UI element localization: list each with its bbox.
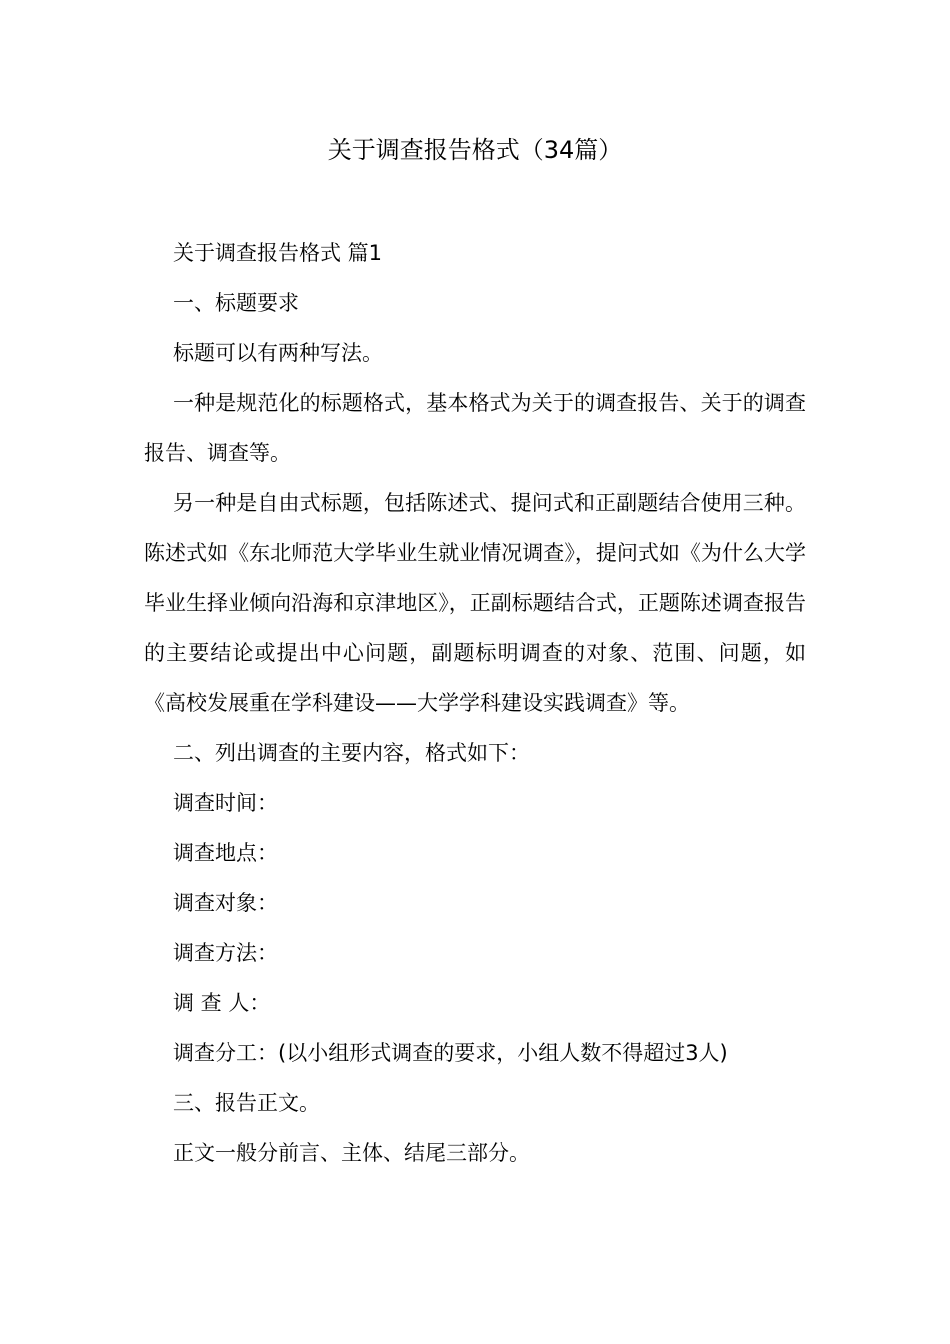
subheading-title-requirements: 一、标题要求 <box>173 291 299 315</box>
document-body <box>144 228 806 1178</box>
form-line-time: 调查时间： <box>173 791 278 815</box>
subheading-report-body: 三、报告正文。 <box>173 1091 320 1115</box>
form-line-subject: 调查对象： <box>173 891 278 915</box>
form-line-division: 调查分工：(以小组形式调查的要求，小组人数不得超过3人) <box>173 1041 728 1065</box>
form-line-location: 调查地点： <box>173 841 278 865</box>
document-title: 关于调查报告格式（34篇） <box>327 136 623 164</box>
form-line-investigator: 调 查 人： <box>173 991 271 1015</box>
paragraph: 另一种是自由式标题，包括陈述式、提问式和正副题结合使用三种。陈述式如《东北师范大学毕业生就业情况调查》，提问式如《为什么大学毕业生择业倾向沿海和京津地区》，正副标题结合式，正题陈述调查报告的主要结论或提出中心问题，副题标明调查的对象、范围、问题，如《高校发展重在学科建设——大学学科建设实践调查》等。 <box>144 491 806 715</box>
paragraph: 正文一般分前言、主体、结尾三部分。 <box>173 1141 530 1165</box>
section-heading: 关于调查报告格式 篇1 <box>173 241 383 265</box>
paragraph: 标题可以有两种写法。 <box>173 341 383 365</box>
subheading-main-content: 二、列出调查的主要内容，格式如下： <box>173 741 530 765</box>
form-line-method: 调查方法： <box>173 941 278 965</box>
paragraph: 一种是规范化的标题格式，基本格式为关于的调查报告、关于的调查报告、调查等。 <box>144 391 806 465</box>
